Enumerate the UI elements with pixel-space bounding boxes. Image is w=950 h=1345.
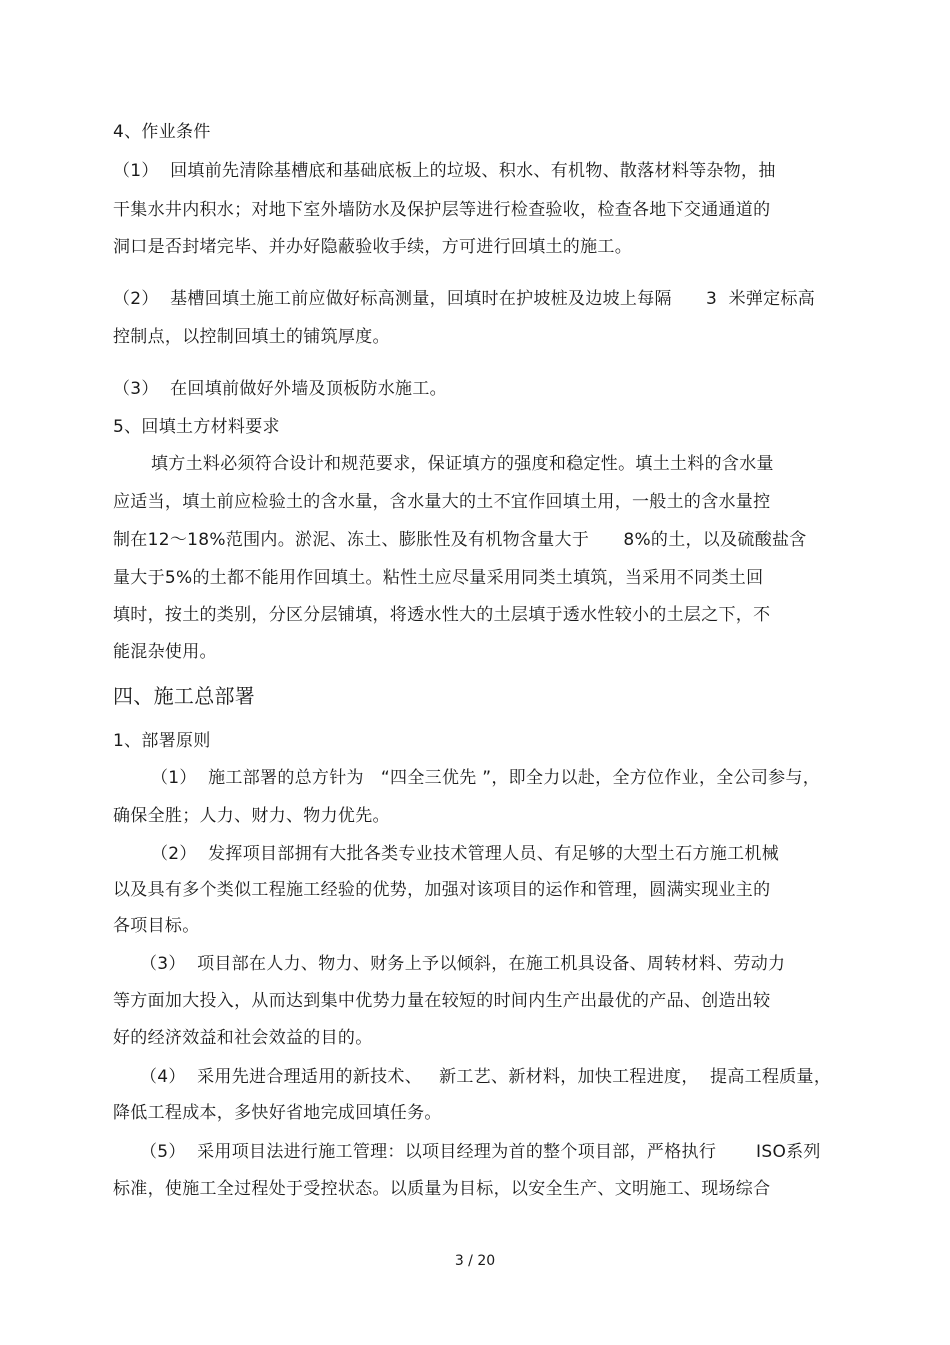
paragraph-line: 各项目标。 [113,916,200,936]
paragraph-line: （5） 采用项目法进行施工管理：以项目经理为首的整个项目部，严格执行 ISO系列 [140,1142,821,1162]
paragraph-line: （1） 施工部署的总方针为 “四全三优先 ”，即全力以赴，全方位作业，全公司参与， [151,768,821,788]
subsection-1-heading: 1、部署原则 [113,731,211,751]
chapter-4-heading: 四、施工总部署 [113,684,256,708]
paragraph-line: （2） 基槽回填土施工前应做好标高测量，回填时在护坡桩及边坡上每隔 3 米弹定标高 [113,289,816,309]
paragraph-line: 确保全胜；人力、财力、物力优先。 [113,806,390,826]
page-number: 3 / 20 [454,1253,496,1269]
paragraph-line: 洞口是否封堵完毕、并办好隐蔽验收手续，方可进行回填土的施工。 [113,237,632,257]
paragraph-line: 能混杂使用。 [113,642,217,662]
paragraph-line: 量大于5%的土都不能用作回填土。粘性土应尽量采用同类土填筑，当采用不同类土回 [113,568,764,588]
paragraph-line: （3） 项目部在人力、物力、财务上予以倾斜，在施工机具设备、周转材料、劳动力 [140,954,786,974]
paragraph-line: 干集水井内积水；对地下室外墙防水及保护层等进行检查验收，检查各地下交通通道的 [113,200,771,220]
paragraph-line: 降低工程成本，多快好省地完成回填任务。 [113,1103,442,1123]
paragraph-line: 标准，使施工全过程处于受控状态。以质量为目标，以安全生产、文明施工、现场综合 [113,1179,771,1199]
section-5-heading: 5、回填土方材料要求 [113,417,280,437]
section-4-heading: 4、作业条件 [113,122,211,142]
paragraph-line: 好的经济效益和社会效益的目的。 [113,1028,373,1048]
paragraph-line: 控制点，以控制回填土的铺筑厚度。 [113,327,390,347]
paragraph-line: 以及具有多个类似工程施工经验的优势，加强对该项目的运作和管理，圆满实现业主的 [113,880,771,900]
paragraph-line: （3） 在回填前做好外墙及顶板防水施工。 [113,379,447,399]
paragraph-line: 应适当，填土前应检验土的含水量，含水量大的土不宜作回填土用，一般土的含水量控 [113,492,771,512]
paragraph-line: 填方土料必须符合设计和规范要求，保证填方的强度和稳定性。填土土料的含水量 [151,454,774,474]
paragraph-line: 等方面加大投入，从而达到集中优势力量在较短的时间内生产出最优的产品、创造出较 [113,991,771,1011]
paragraph-line: （1） 回填前先清除基槽底和基础底板上的垃圾、积水、有机物、散落材料等杂物，抽 [113,161,776,181]
paragraph-line: 填时，按土的类别，分区分层铺填，将透水性大的土层填于透水性较小的土层之下，不 [113,605,771,625]
paragraph-line: （2） 发挥项目部拥有大批各类专业技术管理人员、有足够的大型土石方施工机械 [151,844,780,864]
paragraph-line: （4） 采用先进合理适用的新技术、 新工艺、新材料，加快工程进度， 提高工程质量， [140,1067,832,1087]
paragraph-line: 制在12～18%范围内。淤泥、冻土、膨胀性及有机物含量大于 8%的土，以及硫酸盐含 [113,530,807,550]
